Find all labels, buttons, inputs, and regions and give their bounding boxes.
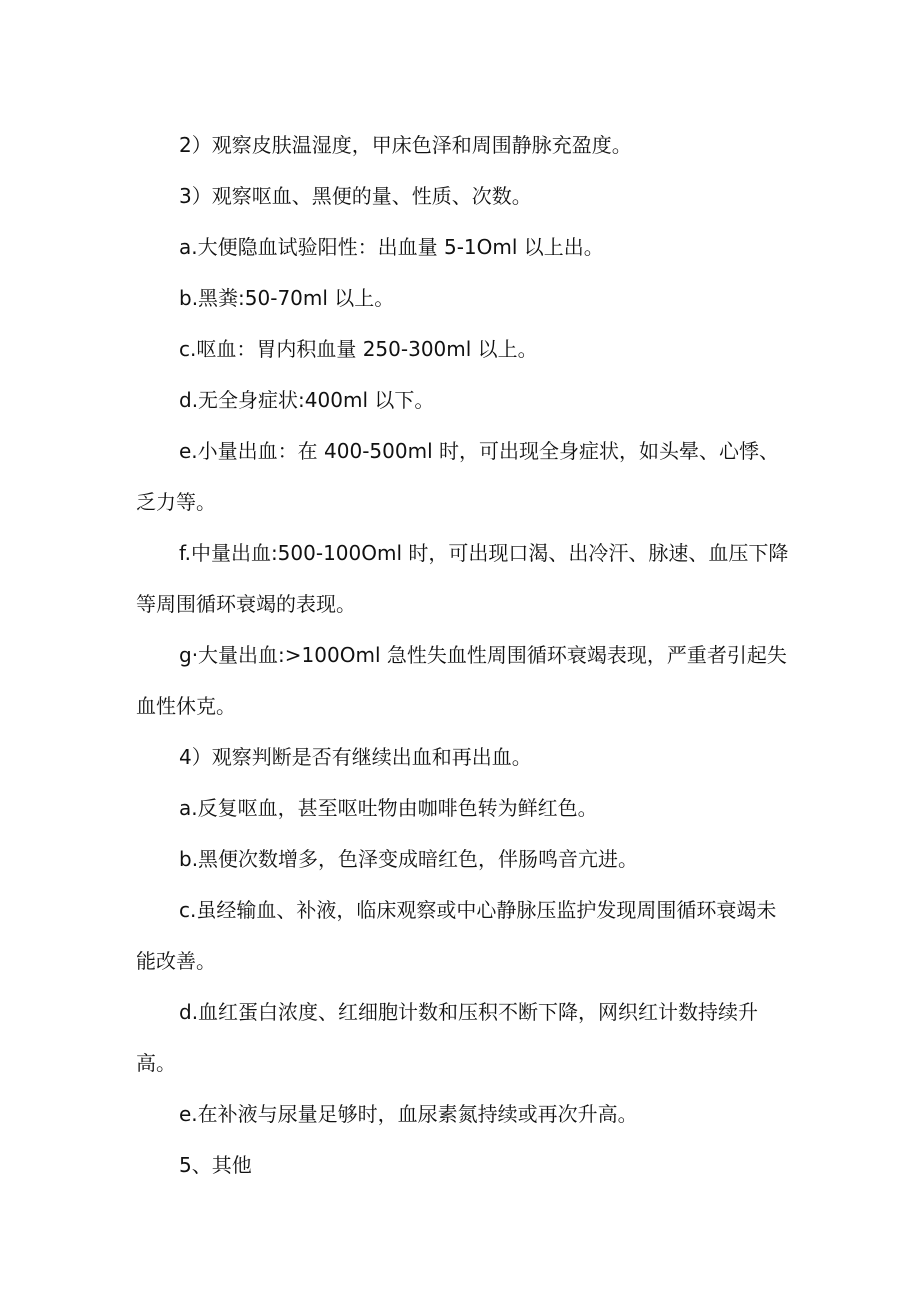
document-body (136, 120, 796, 1191)
paragraph-occult-blood: a.大便隐血试验阳性：出血量 5-1Oml 以上出。 (179, 235, 604, 259)
paragraph-circulation-failure: c.虽经输血、补液，临床观察或中心静脉压监护发现周围循环衰竭未能改善。 (136, 898, 777, 973)
paragraph-observe-hematemesis: 3）观察呕血、黑便的量、性质、次数。 (179, 184, 532, 208)
paragraph-increased-melena: b.黑便次数增多，色泽变成暗红色，伴肠鸣音亢进。 (179, 847, 639, 871)
paragraph-hemoglobin-decline: d.血红蛋白浓度、红细胞计数和压积不断下降，网织红计数持续升高。 (136, 1000, 759, 1075)
paragraph-repeated-hematemesis: a.反复呕血，甚至呕吐物由咖啡色转为鲜红色。 (179, 796, 598, 820)
paragraph-observe-skin: 2）观察皮肤温湿度，甲床色泽和周围静脉充盈度。 (179, 133, 632, 157)
paragraph-hematemesis-volume: c.呕血：胃内积血量 250-300ml 以上。 (179, 337, 538, 361)
paragraph-other-heading: 5、其他 (179, 1153, 252, 1177)
paragraph-observe-rebleeding: 4）观察判断是否有继续出血和再出血。 (179, 745, 532, 769)
paragraph-moderate-bleeding: f.中量出血:500-100Oml 时，可出现口渴、出冷汗、脉速、血压下降等周围循环衰竭的表现。 (136, 541, 789, 616)
paragraph-small-bleeding: e.小量出血：在 400-500ml 时，可出现全身症状，如头晕、心悸、乏力等。 (136, 439, 779, 514)
paragraph-no-symptoms: d.无全身症状:400ml 以下。 (179, 388, 435, 412)
paragraph-bun-rise: e.在补液与尿量足够时，血尿素氮持续或再次升高。 (179, 1102, 638, 1126)
paragraph-melena: b.黑粪:50-70ml 以上。 (179, 286, 395, 310)
paragraph-massive-bleeding: g·大量出血:>100Oml 急性失血性周围循环衰竭表现，严重者引起失血性休克。 (136, 643, 787, 718)
